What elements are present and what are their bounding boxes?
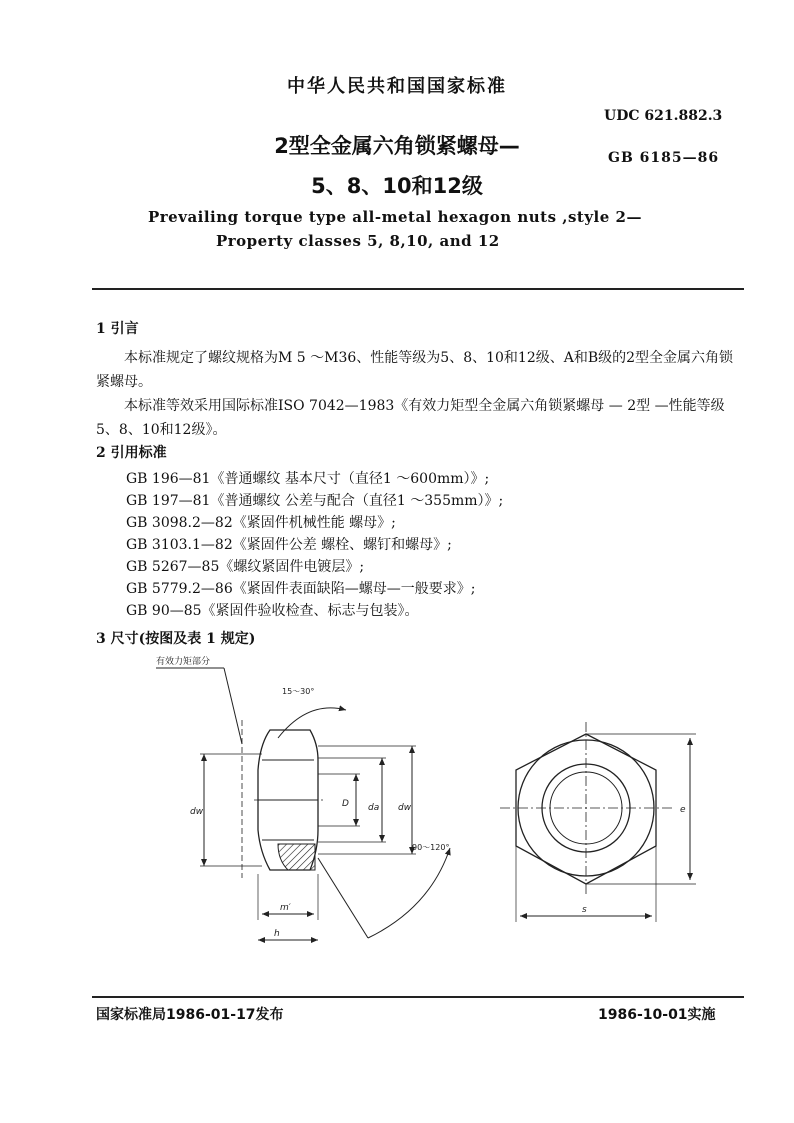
reference-item: GB 3103.1—82《紧固件公差 螺栓、螺钉和螺母》; [126, 537, 452, 553]
title-en-line2: Property classes 5, 8,10, and 12 [216, 232, 500, 250]
intro-paragraph-1: 本标准规定了螺纹规格为M 5 ～M36、性能等级为5、8、10和12级、A和B级的2型全金属六角锁紧螺母。 [96, 350, 734, 390]
svg-text:有效力矩部分: 有效力矩部分 [156, 657, 211, 667]
dimension-dw-right [318, 746, 416, 854]
title-zh-line1: 2型全金属六角锁紧螺母— [274, 134, 520, 158]
dimension-m-prime [258, 874, 318, 920]
intro-paragraph-2: 本标准等效采用国际标准ISO 7042—1983《有效力矩型全金属六角锁紧螺母 — 2型 —性能等级 5、8、10和12级》。 [96, 398, 725, 438]
nut-technical-drawing [150, 648, 710, 948]
svg-text:15～30°: 15～30° [282, 687, 315, 696]
reference-item: GB 5267—85《螺纹紧固件电镀层》; [126, 559, 365, 575]
udc-code: UDC 621.882.3 [604, 108, 723, 124]
svg-text:da: da [368, 803, 380, 813]
section-dimensions-heading: 3 尺寸(按图及表 1 规定) [96, 631, 256, 647]
svg-text:D: D [342, 799, 349, 809]
chamfer-angle-bottom [318, 843, 450, 938]
reference-item: GB 197—81《普通螺纹 公差与配合（直径1 ～355mm）》; [126, 493, 504, 509]
dimension-da [318, 758, 386, 842]
published-date: 国家标准局1986-01-17发布 [96, 1007, 284, 1023]
title-en-line1: Prevailing torque type all-metal hexagon nuts ,style 2— [148, 208, 642, 226]
reference-item: GB 196—81《普通螺纹 基本尺寸（直径1 ～600mm）》; [126, 471, 490, 487]
section-refs-heading: 2 引用标准 [96, 445, 167, 461]
dimension-h [258, 929, 318, 940]
header-divider [92, 288, 744, 290]
reference-item: GB 3098.2—82《紧固件机械性能 螺母》; [126, 515, 396, 531]
reference-item: GB 90—85《紧固件验收检查、标志与包装》。 [126, 603, 419, 619]
dimension-D [318, 774, 360, 826]
svg-text:h: h [274, 929, 280, 939]
svg-text:dw: dw [398, 803, 412, 813]
footer-divider [92, 996, 744, 998]
dimension-e [586, 734, 696, 884]
reference-item: GB 5779.2—86《紧固件表面缺陷—螺母—一般要求》; [126, 581, 476, 597]
svg-text:e: e [680, 805, 686, 815]
svg-text:90～120°: 90～120° [412, 843, 450, 852]
dimension-dw-left [190, 754, 262, 866]
section-intro-heading: 1 引言 [96, 321, 139, 337]
nut-top-view [500, 722, 672, 894]
torque-part-label [156, 655, 242, 744]
standard-org-header: 中华人民共和国国家标准 [287, 76, 507, 97]
nut-side-view [242, 720, 326, 878]
svg-text:m′: m′ [280, 903, 291, 913]
effective-date: 1986-10-01实施 [598, 1007, 716, 1023]
svg-text:s: s [582, 905, 587, 915]
svg-text:dw: dw [190, 807, 204, 817]
title-zh-line2: 5、8、10和12级 [311, 174, 483, 198]
gb-number: GB 6185—86 [608, 150, 720, 166]
